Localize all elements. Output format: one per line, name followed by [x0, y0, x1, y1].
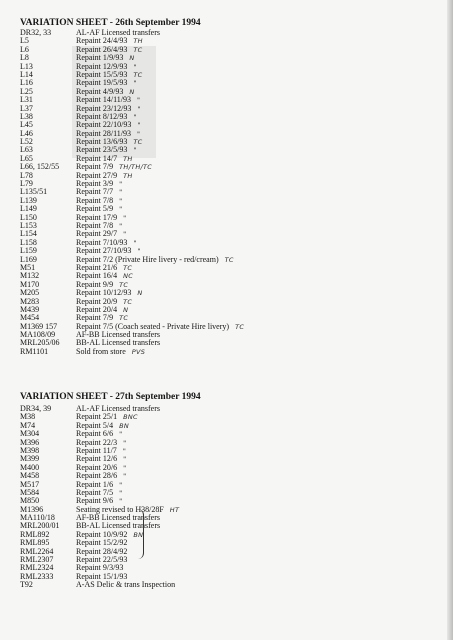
fleet-number: M51 — [20, 262, 36, 272]
fleet-number: M396 — [20, 437, 40, 447]
sheet-heading: VARIATION SHEET - 26th September 1994 — [20, 18, 201, 28]
list-item — [20, 581, 201, 589]
note-text: Seating revised to H38/28F — [76, 504, 164, 514]
note-text: Repaint 9/3/93 — [76, 563, 124, 573]
note-text: Repaint 27/9 — [76, 170, 118, 180]
fleet-number: MA108/09 — [20, 330, 56, 340]
note-text: Sold from store — [76, 346, 126, 356]
note-text: BB-AL Licensed transfers — [76, 521, 161, 531]
fleet-number: L38 — [20, 111, 33, 121]
note-text: Repaint 28/11/93 — [76, 128, 132, 138]
handwritten-initials: " — [119, 430, 123, 439]
handwritten-initials: TH/TH/TC — [119, 163, 153, 172]
fleet-number: M304 — [20, 429, 40, 439]
handwritten-initials: TC — [123, 297, 133, 306]
fleet-number: L52 — [20, 137, 33, 147]
note-text: Repaint 5/4 — [76, 420, 114, 430]
note-text: Repaint 29/7 — [76, 229, 118, 239]
note-text: Repaint 26/4/93 — [76, 44, 128, 54]
handwritten-initials: " — [119, 188, 123, 197]
note-text: Repaint 22/10/93 — [76, 120, 132, 130]
fleet-number: M74 — [20, 420, 36, 430]
handwritten-initials: " — [123, 463, 127, 472]
fleet-number: L63 — [20, 145, 33, 155]
note-text: Repaint 4/9/93 — [76, 86, 124, 96]
note-text: Repaint 15/5/93 — [76, 69, 128, 79]
note-text: Repaint 13/6/93 — [76, 137, 128, 147]
fleet-number: M454 — [20, 313, 40, 323]
note-text: AL-AF Licensed transfers — [76, 404, 160, 413]
handwritten-initials: " — [137, 96, 141, 105]
handwritten-initials: " — [137, 104, 141, 113]
variation-note — [76, 581, 175, 589]
fleet-number: L158 — [20, 237, 37, 247]
fleet-number: L169 — [20, 254, 37, 264]
handwritten-initials: " — [119, 221, 123, 230]
note-text: Repaint 28/4/92 — [76, 546, 128, 556]
handwritten-initials: " — [123, 455, 127, 464]
note-text: Repaint 21/6 — [76, 262, 118, 272]
fleet-number: M458 — [20, 471, 40, 481]
note-text: Repaint 16/4 — [76, 271, 118, 281]
fleet-number: M283 — [20, 296, 40, 306]
note-text: Repaint 10/9/92 — [76, 529, 128, 539]
fleet-number: L8 — [20, 53, 29, 63]
fleet-number: RML2333 — [20, 571, 54, 581]
handwritten-initials: TH — [123, 154, 133, 163]
handwritten-initials: " — [119, 497, 123, 506]
variation-note — [76, 348, 145, 356]
variation-sheet-26-sept — [20, 17, 245, 356]
note-text: Repaint 19/5/93 — [76, 78, 128, 88]
note-text: AF-BB Licensed transfers — [76, 513, 160, 523]
fleet-number: L154 — [20, 229, 37, 239]
sheet-rows — [20, 28, 245, 356]
handwritten-initials: HT — [169, 505, 180, 514]
handwritten-initials: " — [133, 79, 137, 88]
fleet-number: DR32, 33 — [20, 28, 52, 37]
handwritten-initials: TC — [119, 314, 129, 323]
note-text: Repaint 7/7 — [76, 187, 114, 197]
handwritten-initials: N — [137, 289, 143, 298]
handwritten-initials: " — [133, 62, 137, 71]
fleet-number: MA110/18 — [20, 513, 55, 523]
note-text: Repaint 25/1 — [76, 412, 118, 422]
note-text: Repaint 1/9/93 — [76, 53, 124, 63]
note-text: Repaint 14/7 — [76, 153, 118, 163]
handwritten-initials: " — [133, 238, 137, 247]
note-text: Repaint 20/9 — [76, 296, 118, 306]
fleet-number: L5 — [20, 36, 29, 46]
note-text: Repaint 7/10/93 — [76, 237, 128, 247]
fleet-number: L66, 152/55 — [20, 162, 60, 172]
note-text: Repaint 20/4 — [76, 304, 118, 314]
note-text: Repaint 10/12/93 — [76, 288, 132, 298]
fleet-number: M38 — [20, 412, 36, 422]
fleet-number: L159 — [20, 246, 37, 256]
handwritten-initials: TC — [235, 322, 245, 331]
handwritten-initials: " — [119, 180, 123, 189]
fleet-number: L149 — [20, 204, 37, 214]
handwritten-initials: " — [137, 129, 141, 138]
fleet-number: L79 — [20, 179, 33, 189]
fleet-number: RML2324 — [20, 563, 54, 573]
note-text: BB-AL Licensed transfers — [76, 338, 161, 348]
fleet-number: RML2307 — [20, 555, 54, 565]
handwritten-initials: " — [119, 205, 123, 214]
fleet-number: L139 — [20, 195, 37, 205]
note-text: Repaint 15/2/92 — [76, 538, 128, 548]
fleet-number: M1396 — [20, 504, 44, 514]
note-text: Repaint 12/9/93 — [76, 61, 128, 71]
note-text: AL-AF Licensed transfers — [76, 28, 160, 37]
handwritten-initials: " — [123, 230, 127, 239]
fleet-number: RML2264 — [20, 546, 54, 556]
note-text: Repaint 7/9 — [76, 162, 114, 172]
fleet-number: MRL205/06 — [20, 338, 60, 348]
handwritten-initials: N — [129, 54, 135, 63]
fleet-number: L31 — [20, 95, 33, 105]
note-text: Repaint 8/12/93 — [76, 111, 128, 121]
note-text: Repaint 7/9 — [76, 313, 114, 323]
fleet-number: M398 — [20, 445, 40, 455]
note-text: Repaint 28/6 — [76, 471, 118, 481]
fleet-number: M400 — [20, 462, 40, 472]
note-text: AF-BB Licensed transfers — [76, 330, 160, 340]
fleet-number: DR34, 39 — [20, 404, 52, 413]
fleet-number: L150 — [20, 212, 37, 222]
fleet-number: M170 — [20, 279, 40, 289]
note-text: Repaint 7/5 (Coach seated - Private Hire livery) — [76, 321, 230, 331]
handwritten-initials: " — [133, 146, 137, 155]
fleet-number: L25 — [20, 86, 33, 96]
note-text: Repaint 5/9 — [76, 204, 114, 214]
fleet-number: T92 — [20, 580, 33, 590]
handwritten-initials: TH — [133, 37, 143, 46]
fleet-number: M399 — [20, 454, 40, 464]
note-text: Repaint 14/11/93 — [76, 95, 132, 105]
handwritten-initials: TC — [133, 70, 143, 79]
handwritten-initials: BN — [119, 421, 130, 430]
fleet-number: L37 — [20, 103, 33, 113]
handwritten-initials: " — [122, 446, 127, 455]
note-text: Repaint 3/9 — [76, 179, 114, 189]
fleet-number: L46 — [20, 128, 33, 138]
fleet-number: L16 — [20, 78, 33, 88]
handwritten-initials: " — [137, 121, 141, 130]
fleet-number: M517 — [20, 479, 40, 489]
note-text: Repaint 9/6 — [76, 496, 114, 506]
handwritten-initials: " — [133, 112, 137, 121]
fleet-number: RML892 — [20, 529, 50, 539]
fleet-number: M205 — [20, 288, 40, 298]
fleet-number: L78 — [20, 170, 33, 180]
note-text: Repaint 22/3 — [76, 437, 118, 447]
handwritten-initials: N — [123, 305, 129, 314]
handwritten-initials: PVS — [131, 347, 146, 356]
handwritten-initials: " — [123, 438, 127, 447]
fleet-number: M132 — [20, 271, 40, 281]
handwritten-bracket — [135, 509, 144, 559]
handwritten-initials: TC — [133, 138, 143, 147]
handwritten-initials: TC — [119, 280, 129, 289]
fleet-number: L65 — [20, 153, 33, 163]
variation-sheet-27-sept — [20, 391, 201, 590]
handwritten-initials: " — [137, 247, 141, 256]
fleet-number: L45 — [20, 120, 33, 130]
note-text: A-AS Delic & trans Inspection — [76, 580, 176, 590]
handwritten-initials: N — [129, 87, 135, 96]
note-text: Repaint 1/6 — [76, 479, 114, 489]
note-text: Repaint 7/2 (Private Hire livery - red/cream) — [76, 254, 219, 264]
fleet-number: RML895 — [20, 538, 50, 548]
handwritten-initials: " — [123, 472, 127, 481]
note-text: Repaint 20/6 — [76, 462, 118, 472]
handwritten-initials: TC — [133, 45, 143, 54]
note-text: Repaint 15/1/93 — [76, 571, 128, 581]
handwritten-initials: " — [119, 480, 123, 489]
fleet-number: M584 — [20, 487, 40, 497]
note-text: Repaint 17/9 — [76, 212, 118, 222]
fleet-number: L135/51 — [20, 187, 48, 197]
list-item — [20, 348, 201, 356]
handwritten-initials: TC — [224, 255, 234, 264]
note-text: Repaint 23/12/93 — [76, 103, 132, 113]
handwritten-initials: " — [119, 196, 123, 205]
fleet-number: L13 — [20, 61, 33, 71]
note-text: Repaint 12/6 — [76, 454, 118, 464]
note-text: Repaint 23/5/93 — [76, 145, 128, 155]
handwritten-initials: " — [123, 213, 127, 222]
note-text: Repaint 6/6 — [76, 429, 114, 439]
note-text: Repaint 24/4/93 — [76, 36, 128, 46]
fleet-number: MRL200/01 — [20, 521, 60, 531]
fleet-number: M1369 157 — [20, 321, 58, 331]
note-text: Repaint 22/5/93 — [76, 555, 128, 565]
page-edge-shadow — [447, 0, 453, 640]
fleet-number: L153 — [20, 220, 37, 230]
note-text: Repaint 7/8 — [76, 220, 114, 230]
fleet-number: L6 — [20, 44, 29, 54]
handwritten-initials: BN — [133, 530, 144, 539]
sheet-heading: VARIATION SHEET - 27th September 1994 — [20, 392, 201, 402]
note-text: Repaint 9/9 — [76, 279, 114, 289]
fleet-number: M439 — [20, 304, 40, 314]
handwritten-initials: TC — [123, 263, 133, 272]
fleet-number: L14 — [20, 69, 33, 79]
note-text: Repaint 27/10/93 — [76, 246, 132, 256]
handwritten-initials: " — [119, 488, 123, 497]
fleet-number: M850 — [20, 496, 40, 506]
handwritten-initials: TH — [123, 171, 133, 180]
note-text: Repaint 7/5 — [76, 487, 114, 497]
sheet-rows — [20, 405, 201, 590]
handwritten-initials: NC — [123, 272, 134, 281]
fleet-number: RM1101 — [20, 346, 49, 356]
note-text: Repaint 11/7 — [76, 445, 117, 455]
note-text: Repaint 7/8 — [76, 195, 114, 205]
handwritten-initials: BNC — [123, 413, 138, 422]
